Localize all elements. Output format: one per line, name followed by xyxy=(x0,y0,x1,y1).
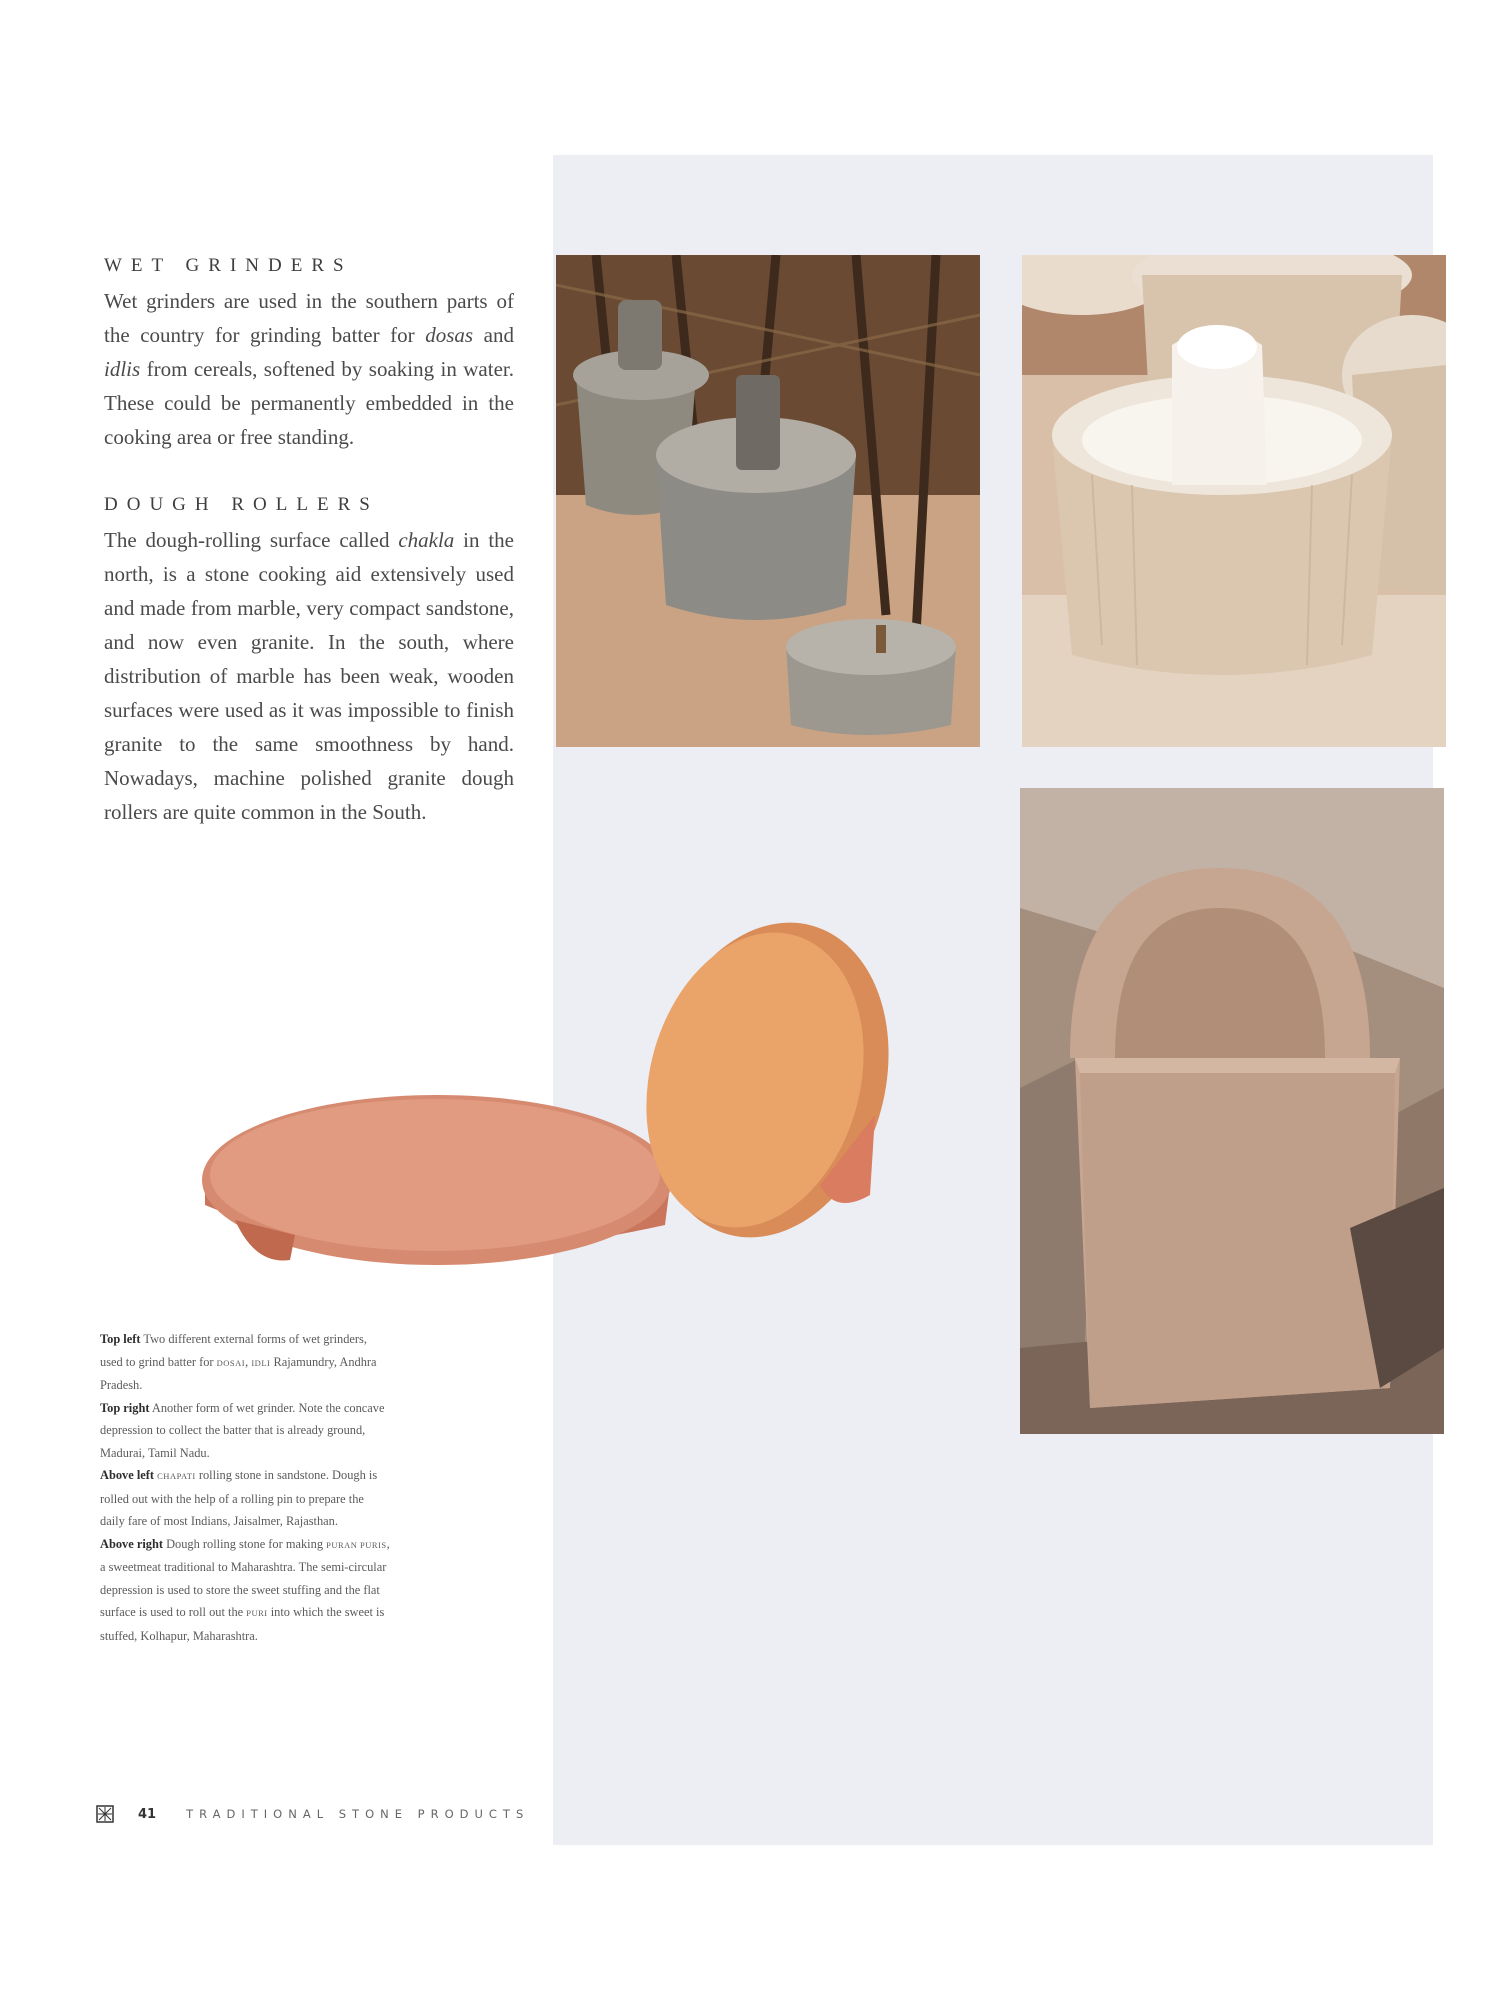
ornament-icon xyxy=(96,1805,114,1823)
dough-rollers-paragraph xyxy=(104,523,514,829)
caption-label-above-left: Above left xyxy=(100,1468,155,1482)
caption-term-dosai: DOSAI xyxy=(216,1357,246,1368)
wet-text-and: and xyxy=(473,323,514,347)
caption-label-top-left: Top left xyxy=(100,1332,141,1346)
photo-wet-grinders-left xyxy=(556,255,980,747)
caption-label-above-right: Above right xyxy=(100,1536,163,1551)
caption-text: Two different external forms of wet grinders, used to grind batter for xyxy=(100,1332,367,1369)
term-chakla: chakla xyxy=(398,528,455,552)
photo-chapati-rolling-stone xyxy=(195,855,915,1285)
page-number: 41 xyxy=(138,1806,157,1822)
caption-top-left xyxy=(100,1328,390,1397)
term-idlis: idlis xyxy=(104,357,141,381)
dough-rollers-heading: DOUGH ROLLERS xyxy=(104,494,379,515)
caption-text: Another form of wet grinder. Note the concave depression to collect the batter that is already ground, Madurai, Tamil Nadu. xyxy=(100,1400,385,1460)
caption-term-puran-puris: PURAN PURIS xyxy=(326,1539,387,1550)
dough-text-2: in the north, is a stone cooking aid extensively used and made from marble, very compact sandstone, and now even granite. In the south, where distribution of marble has been weak, wooden surfaces were used as it was impossible to finish granite to the same smoothness by hand. Nowadays, machine polished granite dough rollers are quite common in the South. xyxy=(104,528,514,824)
wet-text-2: from cereals, softened by soaking in water. These could be permanently embedded in the cooking area or free standing. xyxy=(104,357,514,449)
dough-text-1: The dough-rolling surface called xyxy=(104,528,399,552)
caption-text: rolling stone in sandstone. Dough is rolled out with the help of a rolling pin to prepare the daily fare of most Indians, Jaisalmer, Rajasthan. xyxy=(100,1468,378,1528)
caption-text: Rajamundry, Andhra Pradesh. xyxy=(100,1354,377,1392)
caption-text: , xyxy=(245,1354,252,1369)
wet-grinders-paragraph xyxy=(104,284,514,454)
page-footer xyxy=(96,1802,529,1826)
caption-top-right xyxy=(100,1397,390,1465)
caption-term-puri: PURI xyxy=(246,1608,268,1618)
photo-wet-grinder-right xyxy=(1022,255,1446,747)
caption-text: Dough rolling stone for making xyxy=(162,1536,327,1551)
caption-text: into which the sweet is stuffed, Kolhapur, Maharashtra. xyxy=(100,1605,385,1643)
caption-above-right xyxy=(100,1533,390,1648)
wet-grinders-heading: WET GRINDERS xyxy=(104,255,353,276)
wet-text-1: Wet grinders are used in the southern parts of the country for grinding batter for xyxy=(104,289,514,347)
captions-block xyxy=(100,1328,390,1647)
caption-label-top-right: Top right xyxy=(100,1400,150,1415)
caption-text: , a sweetmeat traditional to Maharashtra. The semi-circular depression is used to store the sweet stuffing and the flat surface is used to roll out the xyxy=(100,1536,390,1619)
caption-above-left xyxy=(100,1464,390,1533)
term-dosas: dosas xyxy=(425,323,474,347)
caption-term-idli: IDLI xyxy=(251,1357,271,1368)
running-title: TRADITIONAL STONE PRODUCTS xyxy=(186,1807,530,1821)
caption-term-chapati: CHAPATI xyxy=(157,1471,196,1481)
photo-puran-puri-stone xyxy=(1020,788,1444,1434)
